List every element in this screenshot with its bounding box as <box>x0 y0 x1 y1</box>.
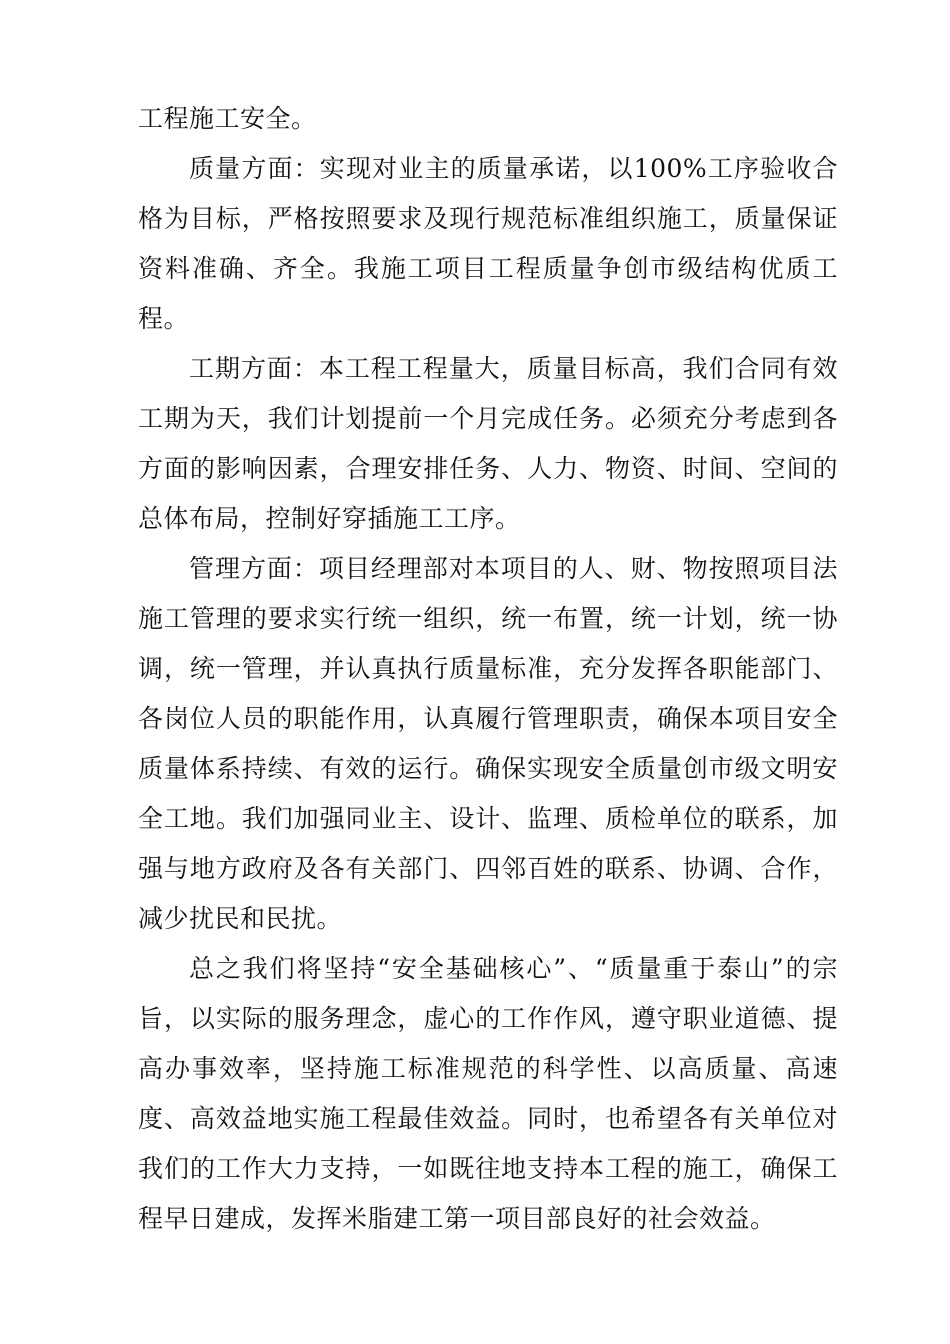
paragraph-quality: 质量方面：实现对业主的质量承诺，以100%工序验收合格为目标，严格按照要求及现行规范标准组织施工，质量保证资料准确、齐全。我施工项目工程质量争创市级结构优质工程。 <box>138 154 838 333</box>
paragraph-management: 管理方面：项目经理部对本项目的人、财、物按照项目法施工管理的要求实行统一组织，统一布置，统一计划，统一协调，统一管理，并认真执行质量标准，充分发挥各职能部门、各岗位人员的职能作用，认真履行管理职责，确保本项目安全质量体系持续、有效的运行。确保实现安全质量创市级文明安全工地。我们加强同业主、设计、监理、质检单位的联系，加强与地方政府及各有关部门、四邻百姓的联系、协调、合作，减少扰民和民扰。 <box>138 554 838 933</box>
document-body <box>138 94 838 1244</box>
paragraph-conclusion: 总之我们将坚持“安全基础核心”、“质量重于泰山”的宗旨，以实际的服务理念，虚心的工作作风，遵守职业道德、提高办事效率，坚持施工标准规范的科学性、以高质量、高速度、高效益地实施工程最佳效益。同时，也希望各有关单位对我们的工作大力支持，一如既往地支持本工程的施工，确保工程早日建成，发挥米脂建工第一项目部良好的社会效益。 <box>138 954 838 1233</box>
paragraph-continuation: 工程施工安全。 <box>138 104 317 133</box>
paragraph-schedule: 工期方面：本工程工程量大，质量目标高，我们合同有效工期为天，我们计划提前一个月完成任务。必须充分考虑到各方面的影响因素，合理安排任务、人力、物资、时间、空间的总体布局，控制好穿插施工工序。 <box>138 354 838 533</box>
